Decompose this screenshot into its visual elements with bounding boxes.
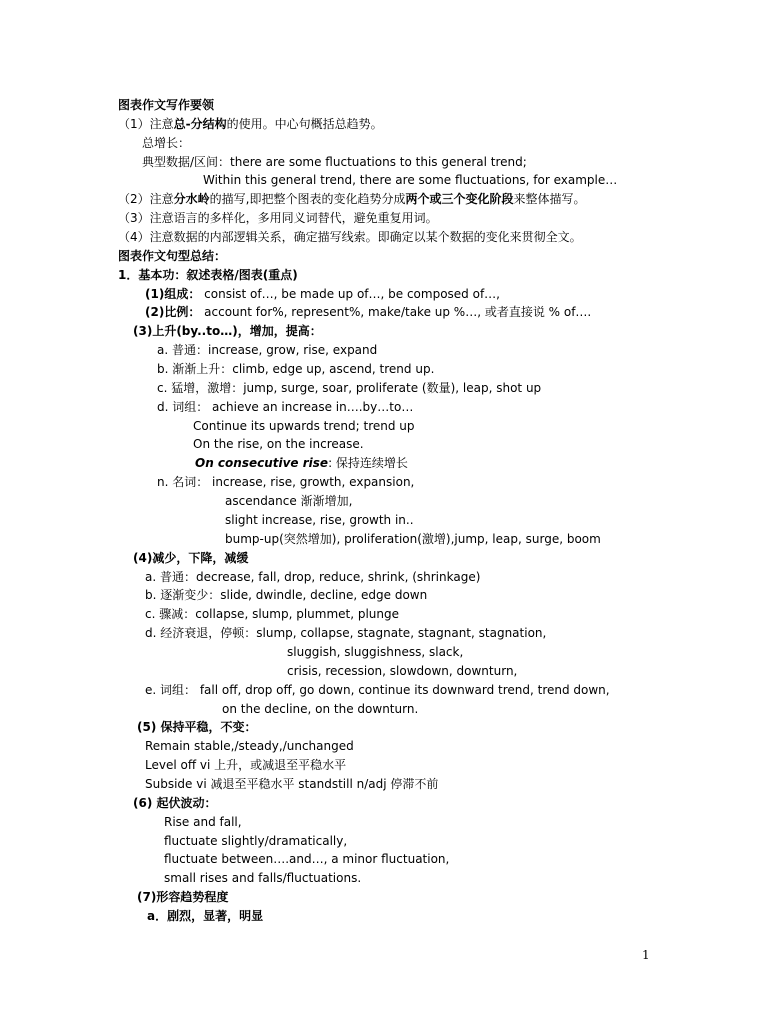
text-segment: a. 普通：decrease, fall, drop, reduce, shrink, (shrinkage) (145, 569, 481, 584)
text-line (137, 888, 228, 907)
text-segment: 的使用。中心句概括总趋势。 (226, 116, 383, 131)
text-segment: fluctuate between….and…, a minor fluctuation, (164, 852, 450, 867)
text-segment: 分水岭 (173, 192, 210, 207)
page-number: 1 (642, 948, 650, 962)
text-segment: (4)减少，下降，减缓 (133, 550, 249, 565)
text-segment: （4）注意数据的内部逻辑关系，确定描写线索。即确定以某个数据的变化来贯彻全文。 (118, 230, 582, 245)
text-line (133, 794, 217, 813)
text-segment: （1）注意 (118, 116, 174, 131)
text-segment: （2）注意 (118, 192, 174, 207)
text-line (133, 322, 322, 341)
text-segment: (7)形容趋势程度 (137, 890, 229, 905)
text-line (118, 209, 438, 228)
text-segment: on the decline, on the downturn. (222, 701, 419, 716)
text-line (145, 681, 610, 700)
text-line (118, 115, 383, 134)
text-line (157, 360, 434, 379)
text-segment: Within this general trend, there are some fluctuations, for example… (203, 173, 618, 188)
text-line (118, 266, 298, 285)
text-segment: d. 词组： achieve an increase in….by…to… (157, 399, 414, 414)
text-line (193, 435, 364, 454)
text-line (164, 850, 449, 869)
text-segment: 两个或三个变化阶段 (405, 192, 514, 207)
text-segment: Rise and fall, (164, 814, 242, 829)
text-line (157, 379, 541, 398)
text-line (137, 718, 257, 737)
text-segment: account for%, represent%, make/take up %…, 或者直接说 % of…. (200, 305, 592, 320)
text-segment: (1)组成： (145, 286, 201, 301)
text-segment: 图表作文写作要领 (118, 98, 215, 112)
text-line (145, 285, 500, 304)
text-segment: d. 经济衰退，停顿：slump, collapse, stagnate, stagnant, stagnation, (145, 626, 547, 641)
text-line (164, 832, 347, 851)
text-line (118, 228, 582, 247)
text-segment: （3）注意语言的多样化，多用同义词替代，避免重复用词。 (118, 211, 438, 226)
text-line (164, 869, 361, 888)
text-segment: Level off vi 上升，或减退至平稳水平 (145, 758, 347, 773)
text-line (145, 303, 591, 322)
text-segment: Subside vi 减退至平稳水平 standstill n/adj 停滞不前 (145, 776, 439, 791)
text-line (164, 813, 242, 832)
text-line (118, 96, 214, 115)
text-segment: crisis, recession, slowdown, downturn, (287, 663, 518, 678)
text-segment: : 保持连续增长 (328, 456, 408, 471)
text-segment: consist of…, be made up of…, be composed of…, (200, 286, 500, 301)
text-segment: fluctuate slightly/dramatically, (164, 833, 348, 848)
text-segment: 1．基本功：叙述表格/图表(重点) (118, 267, 298, 282)
text-line (193, 417, 415, 436)
text-segment: (3)上升(by..to…)，增加，提高： (133, 324, 322, 339)
text-segment: 总-分结构 (173, 116, 227, 131)
text-line (287, 662, 517, 681)
text-segment: n. 名词： increase, rise, growth, expansion, (157, 475, 415, 490)
text-line (145, 737, 354, 756)
text-line (142, 153, 527, 172)
text-segment: 的描写,即把整个图表的变化趋势分成 (209, 192, 406, 207)
text-line (145, 586, 427, 605)
text-segment: c. 骤减：collapse, slump, plummet, plunge (145, 607, 400, 622)
text-segment: b. 渐渐上升：climb, edge up, ascend, trend up. (157, 362, 435, 377)
text-line (157, 398, 413, 417)
text-line (133, 549, 248, 568)
text-segment: Continue its upwards trend; trend up (193, 418, 415, 433)
text-line (287, 643, 463, 662)
text-segment: sluggish, sluggishness, slack, (287, 644, 464, 659)
text-segment: slight increase, rise, growth in.. (225, 512, 414, 527)
text-line (145, 605, 399, 624)
text-segment: a．剧烈，显著，明显 (147, 908, 264, 923)
text-segment: ascendance 渐渐增加, (225, 494, 353, 509)
text-line (145, 756, 346, 775)
text-line (118, 190, 586, 209)
text-segment: e. 词组： fall off, drop off, go down, continue its downward trend, trend down, (145, 682, 610, 697)
text-line (145, 568, 480, 587)
text-segment: Remain stable,/steady,/unchanged (145, 739, 354, 754)
text-line (225, 530, 601, 549)
text-line (203, 171, 617, 190)
text-segment: On the rise, on the increase. (193, 437, 364, 452)
text-segment: (6) 起伏波动： (133, 795, 217, 810)
text-line (147, 907, 263, 926)
text-segment: (5) 保持平稳，不变： (137, 720, 257, 735)
text-segment: small rises and falls/fluctuations. (164, 871, 362, 886)
text-line (157, 473, 414, 492)
text-line (145, 624, 546, 643)
text-line (222, 700, 418, 719)
text-line (157, 341, 377, 360)
text-segment: 图表作文句型总结： (118, 248, 227, 263)
text-segment: bump-up(突然增加), proliferation(激增),jump, leap, surge, boom (225, 531, 601, 546)
text-line (118, 247, 226, 266)
text-segment: c. 猛增，激增：jump, surge, soar, proliferate (数量), leap, shot up (157, 380, 542, 395)
text-segment: b. 逐渐变少：slide, dwindle, decline, edge down (145, 588, 428, 603)
text-line (225, 511, 414, 530)
text-segment: 来整体描写。 (513, 192, 586, 207)
text-segment: a. 普通：increase, grow, rise, expand (157, 343, 378, 358)
text-line (142, 134, 190, 153)
text-line (195, 454, 408, 473)
text-line (225, 492, 352, 511)
text-segment: (2)比例： (145, 305, 201, 320)
text-segment: 总增长： (142, 135, 191, 150)
text-segment: 典型数据/区间：there are some fluctuations to this general trend; (142, 154, 527, 169)
text-line (145, 775, 438, 794)
text-segment: On consecutive rise (195, 456, 329, 471)
